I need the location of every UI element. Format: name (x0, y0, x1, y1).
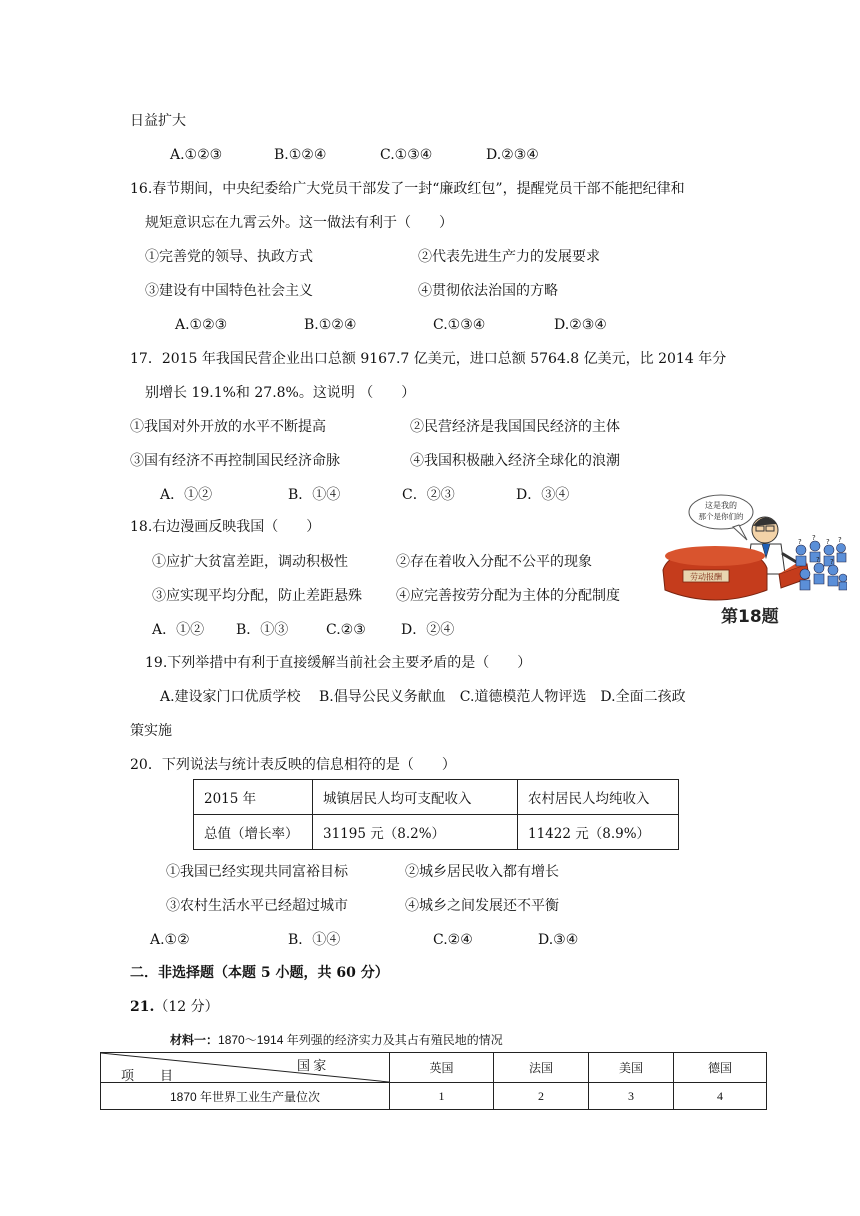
q17-item-1: ①我国对外开放的水平不断提高 (130, 419, 326, 435)
q21-number: 21. (130, 999, 155, 1015)
q17-option-b: B．①④ (288, 487, 341, 503)
cartoon-speech-line2: 那个是你们的 (698, 512, 744, 521)
svg-text:?: ? (812, 534, 816, 542)
table-cell: 11422 元（8.9%） (518, 815, 679, 850)
q16-option-c: C.①③④ (433, 317, 486, 333)
table-row (101, 1053, 767, 1083)
q20-income-table (193, 779, 679, 850)
q20-item-2: ②城乡居民收入都有增长 (405, 864, 559, 880)
q15-option-c: C.①③④ (380, 147, 433, 163)
q20-option-c: C.②④ (433, 932, 473, 948)
table-cell: 31195 元（8.2%） (313, 815, 518, 850)
cartoon-cake-label: 劳动报酬 (690, 572, 722, 582)
q18-option-a: A．①② (152, 622, 205, 638)
table-row (101, 1083, 767, 1110)
q17-item-2: ②民营经济是我国国民经济的主体 (410, 419, 620, 435)
svg-text:?: ? (826, 538, 830, 546)
q18-cartoon (655, 492, 847, 628)
q21-score: （12 分） (154, 999, 219, 1015)
svg-text:?: ? (798, 538, 802, 546)
cartoon-caption: 第18题 (721, 607, 779, 627)
table-cell: 2015 年 (194, 780, 313, 815)
q18-item-2: ②存在着收入分配不公平的现象 (396, 554, 592, 570)
diagonal-header-cell (101, 1053, 390, 1083)
table-cell: 城镇居民人均可支配收入 (313, 780, 518, 815)
q16-item-2: ②代表先进生产力的发展要求 (418, 249, 600, 265)
q17-stem-line1: 17．2015 年我国民营企业出口总额 9167.7 亿美元，进口总额 5764.8 亿美元，比 2014 年分 (130, 351, 727, 367)
cartoon-speech-line1: 这是我的 (705, 501, 737, 510)
q20-item-3: ③农村生活水平已经超过城市 (166, 898, 348, 914)
q16-item-3: ③建设有中国特色社会主义 (145, 283, 313, 299)
country-header: 法国 (494, 1053, 589, 1083)
q21-material-caption (170, 1031, 503, 1049)
q15-tail: 日益扩大 (130, 113, 186, 129)
q17-item-4: ④我国积极融入经济全球化的浪潮 (410, 453, 620, 469)
country-header: 美国 (589, 1053, 674, 1083)
table-cell: 4 (674, 1083, 767, 1110)
material-text: 1870～1914 年列强的经济实力及其占有殖民地的情况 (218, 1033, 503, 1047)
q15-option-a: A.①②③ (170, 147, 223, 163)
q17-option-a: A．①② (160, 487, 213, 503)
diag-top-label: 国 家 (297, 1058, 327, 1073)
q20-stem: 20．下列说法与统计表反映的信息相符的是（ ） (130, 757, 456, 773)
q17-item-3: ③国有经济不再控制国民经济命脉 (130, 453, 340, 469)
q18-option-d: D．②④ (401, 622, 455, 638)
q16-item-4: ④贯彻依法治国的方略 (418, 283, 558, 299)
q20-item-4: ④城乡之间发展还不平衡 (405, 898, 559, 914)
q18-item-4: ④应完善按劳分配为主体的分配制度 (396, 588, 620, 604)
table-cell: 农村居民人均纯收入 (518, 780, 679, 815)
q18-option-c: C.②③ (326, 622, 366, 638)
q16-stem-line2: 规矩意识忘在九霄云外。这一做法有利于（ ） (145, 215, 453, 231)
q16-stem-line1: 16.春节期间，中央纪委给广大党员干部发了一封“廉政红包”，提醒党员干部不能把纪律和 (130, 181, 685, 197)
q18-item-1: ①应扩大贫富差距，调动积极性 (152, 554, 348, 570)
q16-option-d: D.②③④ (554, 317, 607, 333)
country-header: 德国 (674, 1053, 767, 1083)
country-header: 英国 (390, 1053, 494, 1083)
q16-item-1: ①完善党的领导、执政方式 (145, 249, 313, 265)
row-label: 1870 年世界工业生产量位次 (101, 1083, 390, 1110)
q15-option-d: D.②③④ (486, 147, 539, 163)
q18-stem: 18.右边漫画反映我国（ ） (130, 519, 321, 535)
table-row (194, 780, 679, 815)
q17-option-d: D．③④ (516, 487, 570, 503)
q19-options-wrap: 策实施 (130, 723, 172, 739)
material-label: 材料一： (170, 1033, 219, 1047)
q19-options: A.建设家门口优质学校 B.倡导公民义务献血 C.道德模范人物评选 D.全面二孩政 (160, 689, 686, 705)
q21-header (130, 998, 219, 1016)
table-row (194, 815, 679, 850)
svg-text:?: ? (838, 536, 842, 544)
q16-option-a: A.①②③ (175, 317, 228, 333)
q17-stem-line2: 别增长 19.1%和 27.8%。这说明 （ ） (145, 385, 416, 401)
svg-text:?: ? (816, 556, 820, 564)
table-cell: 1 (390, 1083, 494, 1110)
q20-option-b: B．①④ (288, 932, 341, 948)
table-cell: 3 (589, 1083, 674, 1110)
q21-powers-table (100, 1052, 767, 1110)
table-cell: 2 (494, 1083, 589, 1110)
table-cell: 总值（增长率） (194, 815, 313, 850)
q15-option-b: B.①②④ (274, 147, 327, 163)
diag-bottom-label: 项 目 (121, 1068, 174, 1083)
section-title: 二．非选择题（本题 5 小题，共 60 分） (130, 965, 389, 981)
svg-text:?: ? (830, 558, 834, 566)
q18-item-3: ③应实现平均分配，防止差距悬殊 (152, 588, 362, 604)
q20-option-a: A.①② (150, 932, 190, 948)
q16-option-b: B.①②④ (304, 317, 357, 333)
q19-stem: 19.下列举措中有利于直接缓解当前社会主要矛盾的是（ ） (145, 655, 532, 671)
q18-option-b: B．①③ (236, 622, 289, 638)
q17-option-c: C．②③ (402, 487, 455, 503)
q20-item-1: ①我国已经实现共同富裕目标 (166, 864, 348, 880)
q20-option-d: D.③④ (538, 932, 579, 948)
